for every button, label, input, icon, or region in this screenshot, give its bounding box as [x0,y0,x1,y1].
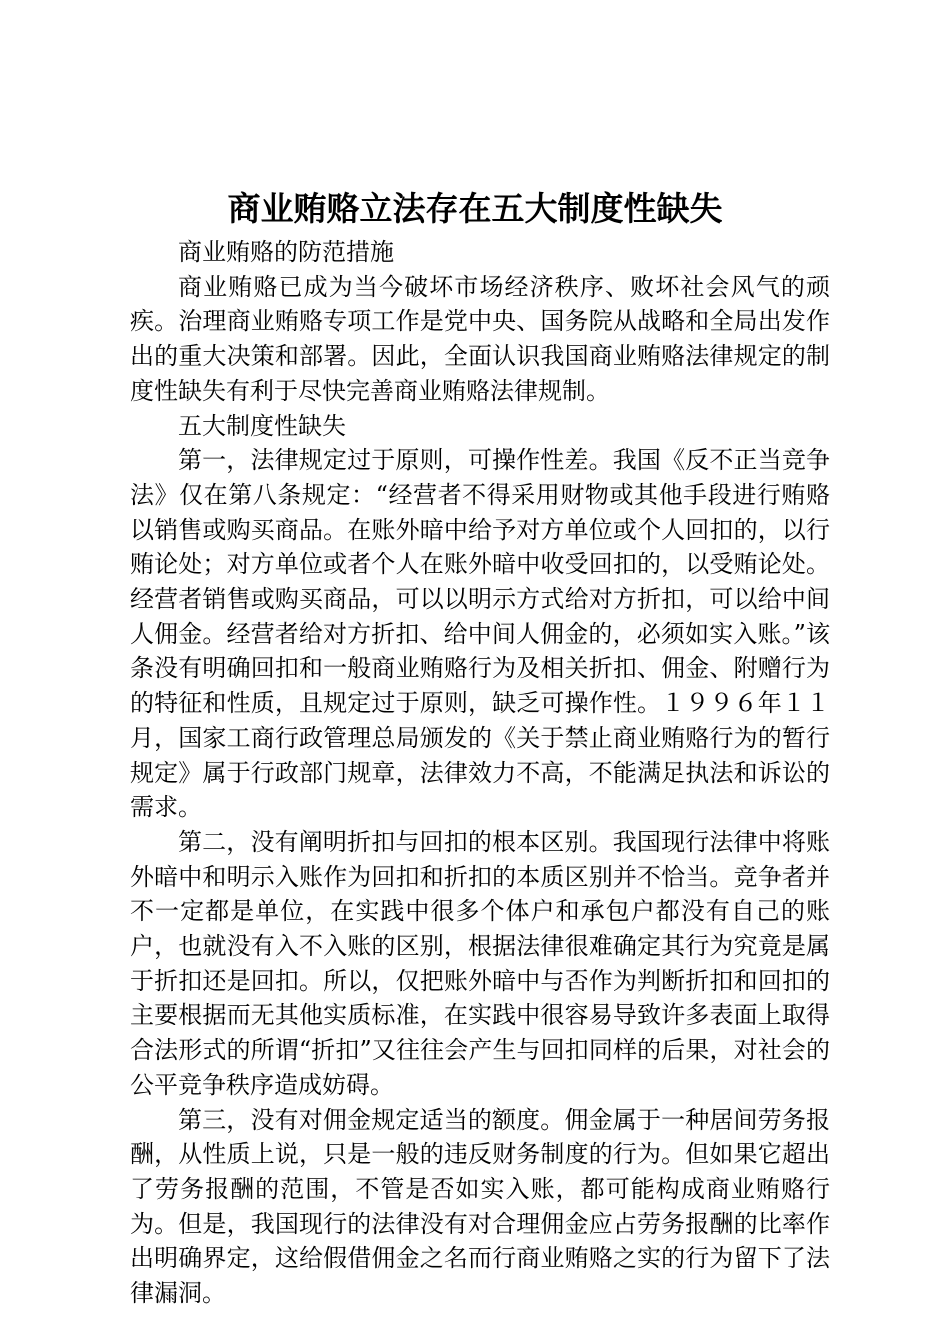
paragraph-intro: 商业贿赂已成为当今破坏市场经济秩序、败坏社会风气的顽疾。治理商业贿赂专项工作是党中央、国务院从战略和全局出发作出的重大决策和部署。因此，全面认识我国商业贿赂法律规定的制度性缺失有利于尽快完善商业贿赂法律规制。 [130,272,830,405]
paragraph-first-point: 第一，法律规定过于原则，可操作性差。我国《反不正当竞争法》仅在第八条规定：“经营者不得采用财物或其他手段进行贿赂以销售或购买商品。在账外暗中给予对方单位或个人回扣的，以行贿论处；对方单位或者个人在账外暗中收受回扣的，以受贿论处。经营者销售或购买商品，可以以明示方式给对方折扣，可以给中间人佣金。经营者给对方折扣、给中间人佣金的，必须如实入账。”该条没有明确回扣和一般商业贿赂行为及相关折扣、佣金、附赠行为的特征和性质，且规定过于原则，缺乏可操作性。１９９６年１１月，国家工商行政管理总局颁发的《关于禁止商业贿赂行为的暂行规定》属于行政部门规章，法律效力不高，不能满足执法和诉讼的需求。 [130,446,830,822]
paragraph-second-point: 第二，没有阐明折扣与回扣的根本区别。我国现行法律中将账外暗中和明示入账作为回扣和折扣的本质区别并不恰当。竞争者并不一定都是单位，在实践中很多个体户和承包户都没有自己的账户，也就没有入不入账的区别，根据法律很难确定其行为究竟是属于折扣还是回扣。所以，仅把账外暗中与否作为判断折扣和回扣的主要根据而无其他实质标准，在实践中很容易导致许多表面上取得合法形式的所谓“折扣”又往往会产生与回扣同样的后果，对社会的公平竞争秩序造成妨碍。 [130,827,830,1099]
document-body [130,235,830,1311]
paragraph-subheading-measures: 商业贿赂的防范措施 [178,238,394,266]
paragraph-third-point: 第三，没有对佣金规定适当的额度。佣金属于一种居间劳务报酬，从性质上说，只是一般的违反财务制度的行为。但如果它超出了劳务报酬的范围，不管是否如实入账，都可能构成商业贿赂行为。但是，我国现行的法律没有对合理佣金应占劳务报酬的比率作出明确界定，这给假借佣金之名而行商业贿赂之实的行为留下了法律漏洞。 [130,1105,830,1308]
paragraph-subheading-deficiencies: 五大制度性缺失 [178,411,346,440]
document-title: 商业贿赂立法存在五大制度性缺失 [227,189,723,228]
